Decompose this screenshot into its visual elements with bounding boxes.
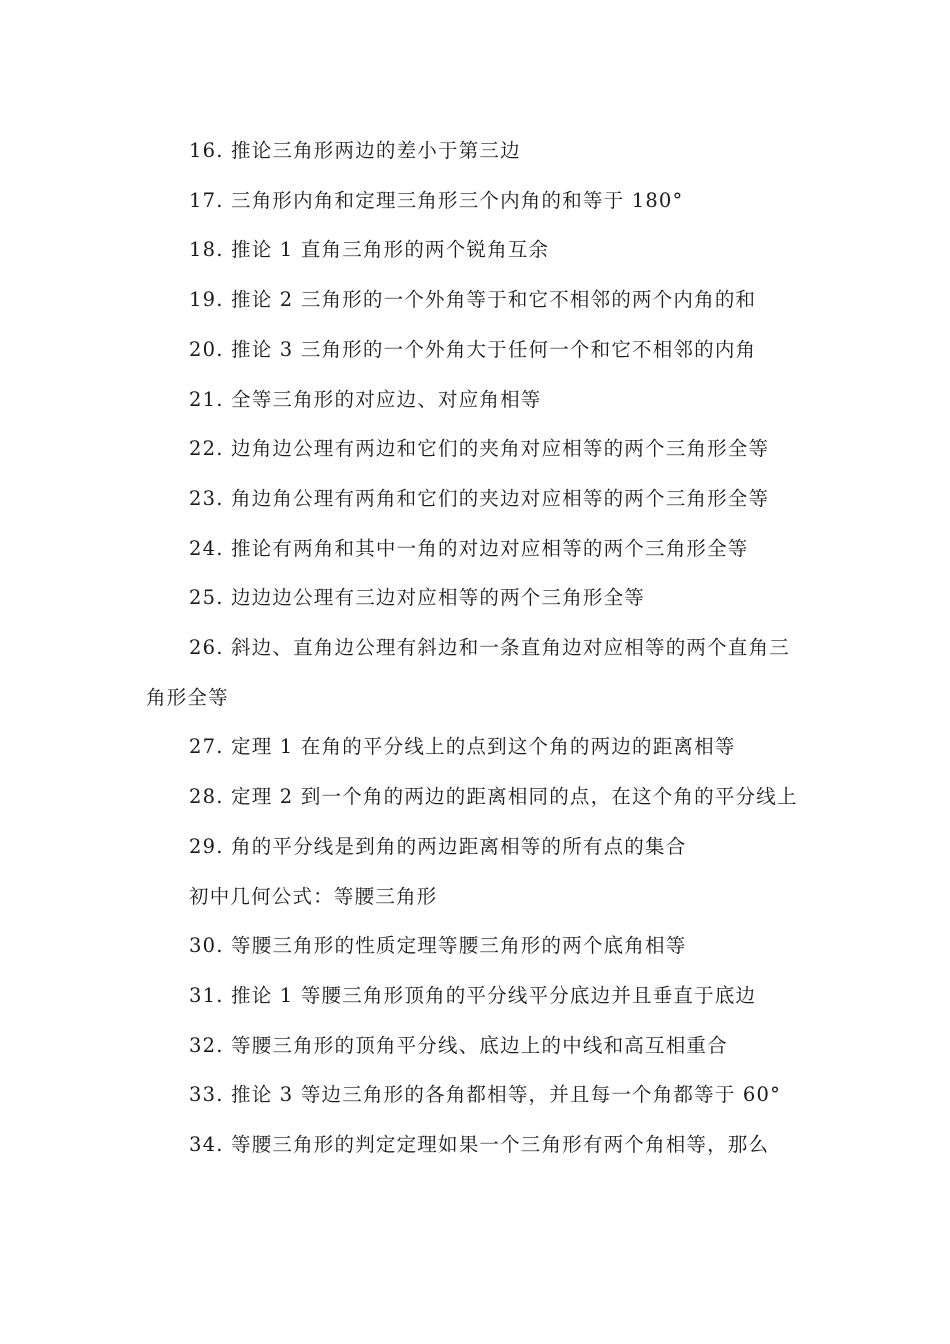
- paragraph-33: 33. 推论 3 等边三角形的各角都相等，并且每一个角都等于 60°: [189, 1083, 782, 1107]
- paragraph-25: 25. 边边边公理有三边对应相等的两个三角形全等: [189, 586, 646, 610]
- paragraph-26: 26. 斜边、直角边公理有斜边和一条直角边对应相等的两个直角三角形全等: [146, 636, 790, 709]
- paragraph-18: 18. 推论 1 直角三角形的两个锐角互余: [189, 238, 550, 262]
- paragraph-20: 20. 推论 3 三角形的一个外角大于任何一个和它不相邻的内角: [189, 337, 757, 361]
- paragraph-34: 34. 等腰三角形的判定定理如果一个三角形有两个角相等，那么: [189, 1133, 770, 1157]
- paragraph-19: 19. 推论 2 三角形的一个外角等于和它不相邻的两个内角的和: [189, 288, 757, 312]
- paragraph-28: 28. 定理 2 到一个角的两边的距离相同的点，在这个角的平分线上: [189, 785, 798, 809]
- paragraph-21: 21. 全等三角形的对应边、对应角相等: [189, 387, 542, 411]
- paragraph-16: 16. 推论三角形两边的差小于第三边: [189, 139, 521, 162]
- section-heading: 初中几何公式：等腰三角形: [189, 884, 438, 908]
- paragraph-23: 23. 角边角公理有两角和它们的夹边对应相等的两个三角形全等: [189, 486, 770, 510]
- paragraph-29: 29. 角的平分线是到角的两边距离相等的所有点的集合: [189, 834, 687, 858]
- paragraph-30: 30. 等腰三角形的性质定理等腰三角形的两个底角相等: [189, 934, 687, 958]
- paragraph-24: 24. 推论有两角和其中一角的对边对应相等的两个三角形全等: [189, 536, 749, 560]
- paragraph-22: 22. 边角边公理有两边和它们的夹角对应相等的两个三角形全等: [189, 437, 770, 461]
- paragraph-31: 31. 推论 1 等腰三角形顶角的平分线平分底边并且垂直于底边: [189, 983, 757, 1007]
- paragraph-17: 17. 三角形内角和定理三角形三个内角的和等于 180°: [189, 188, 684, 212]
- paragraph-32: 32. 等腰三角形的顶角平分线、底边上的中线和高互相重合: [189, 1033, 728, 1057]
- paragraph-27: 27. 定理 1 在角的平分线上的点到这个角的两边的距离相等: [189, 735, 736, 759]
- document-body: [146, 126, 810, 1170]
